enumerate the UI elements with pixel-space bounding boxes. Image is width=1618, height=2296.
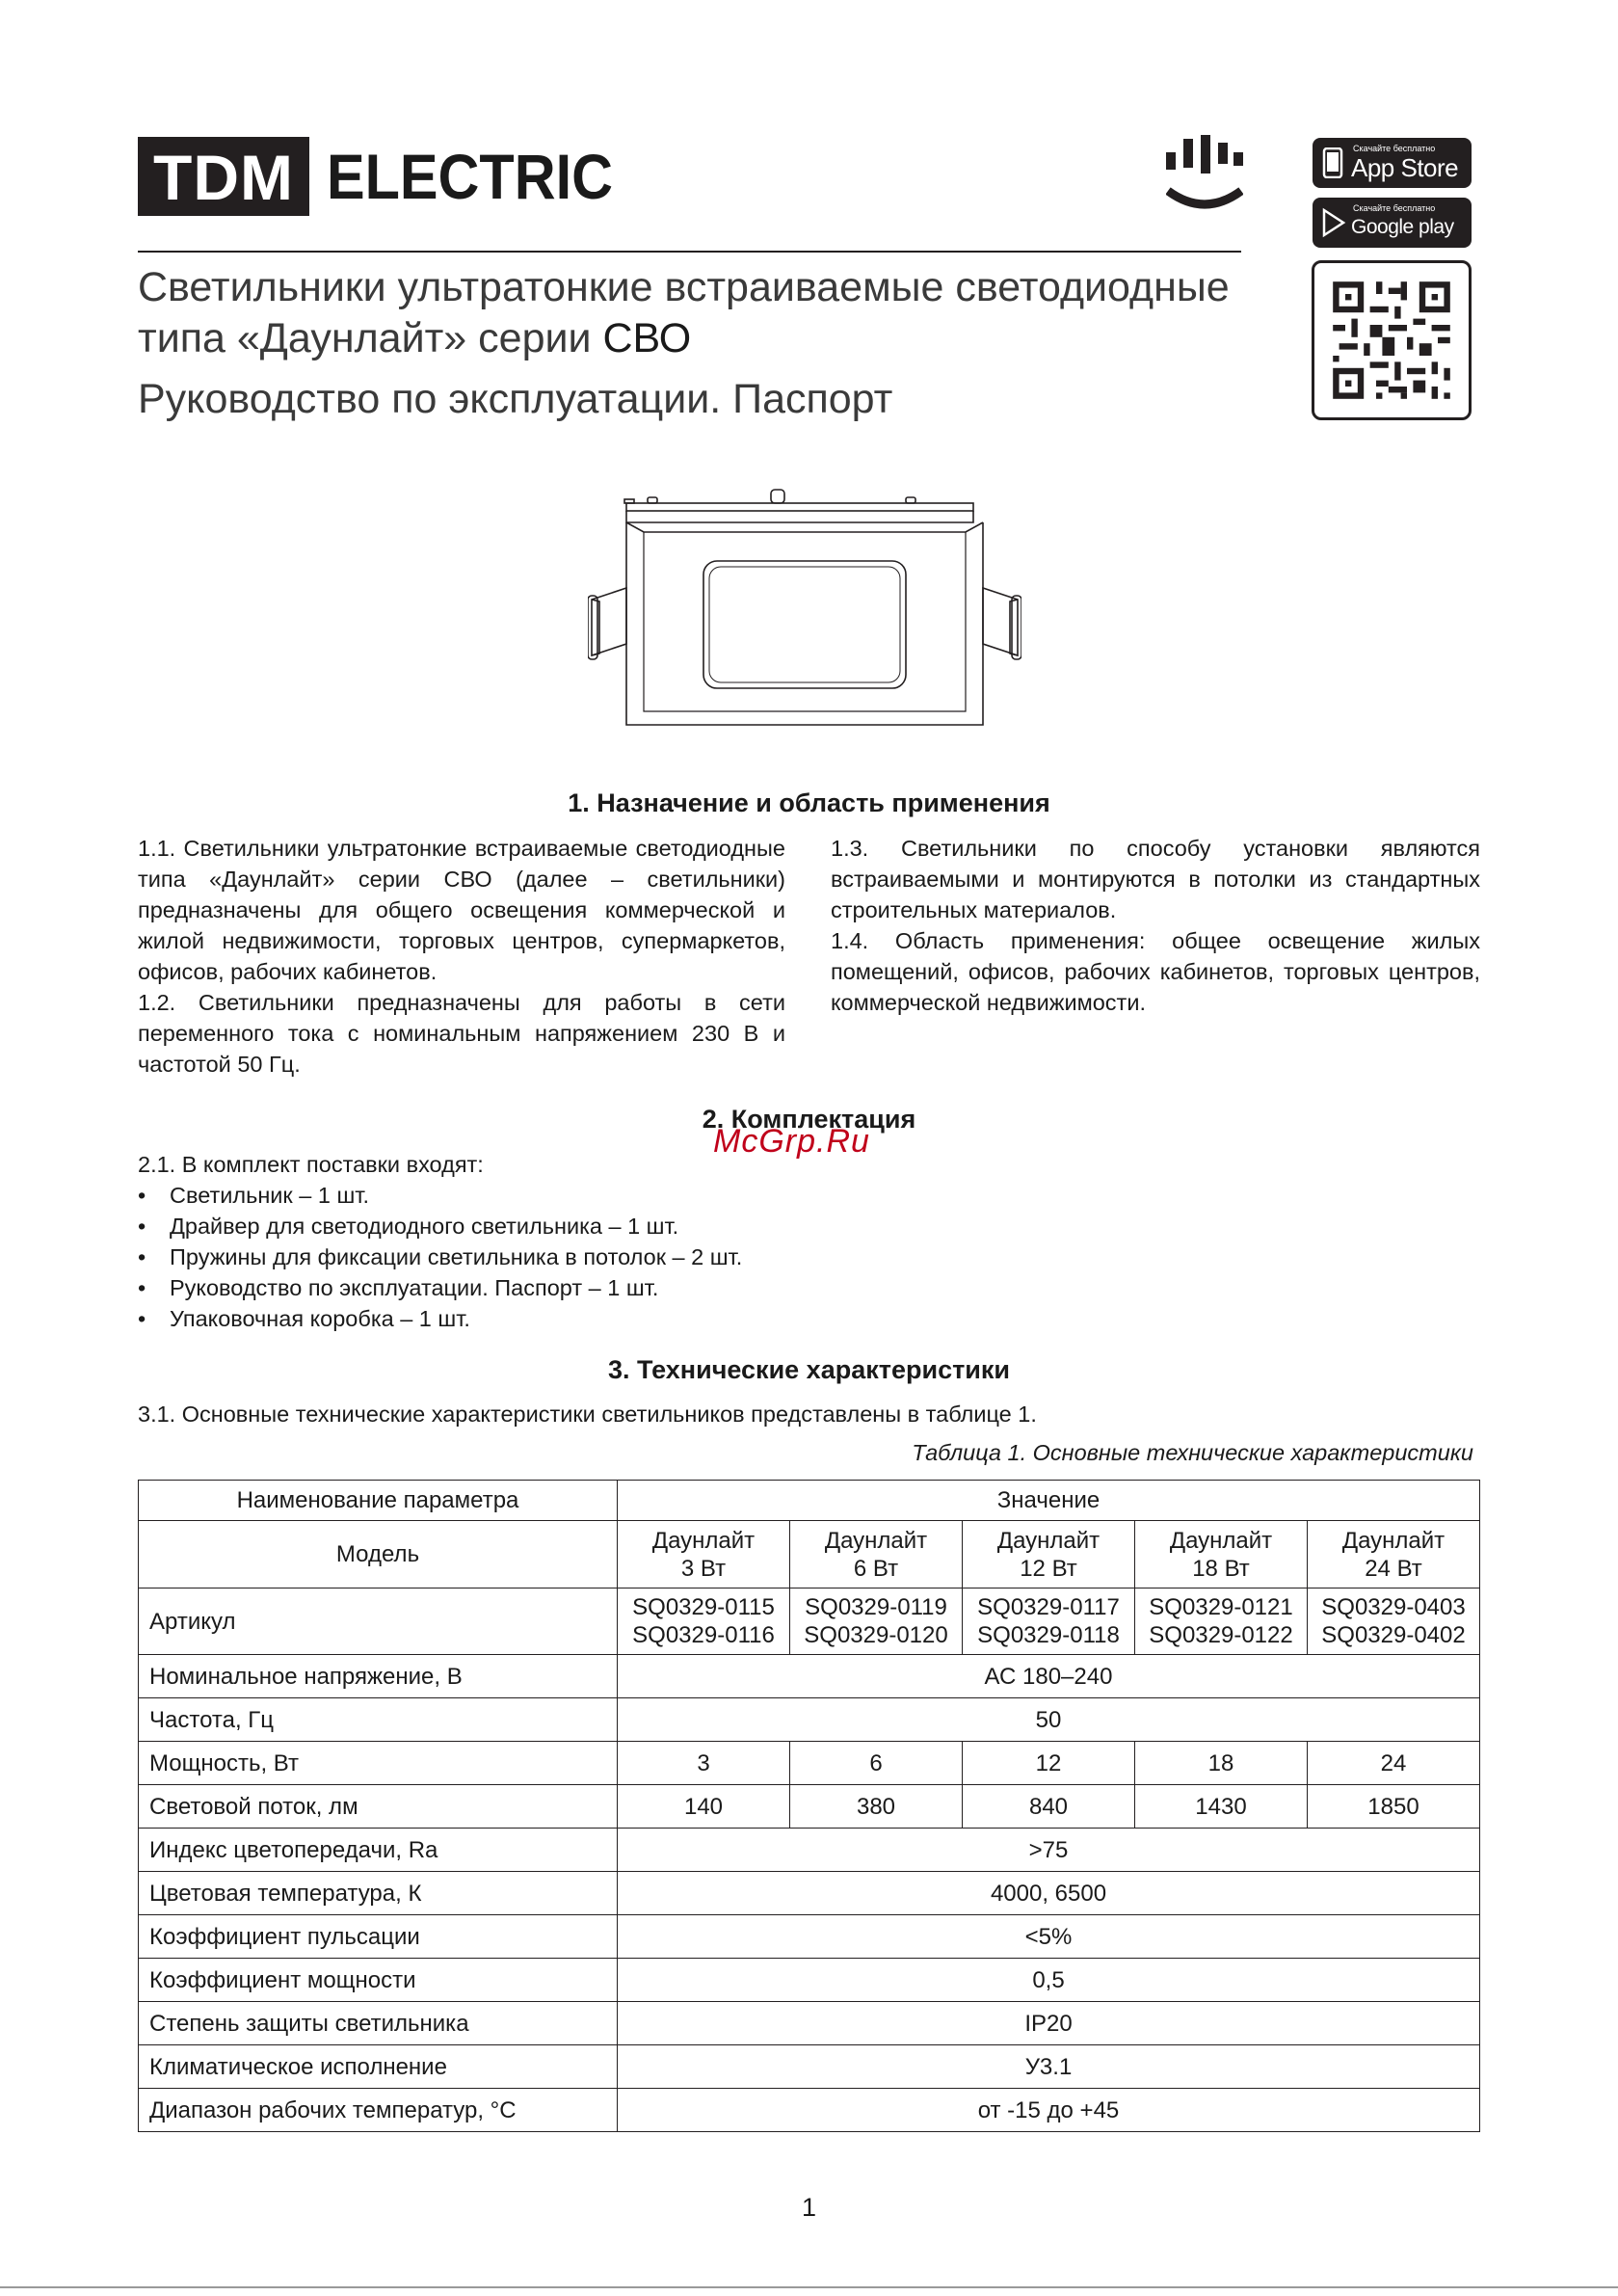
table-row bbox=[139, 1698, 1480, 1742]
qr-code-icon bbox=[1314, 263, 1469, 417]
watermark: McGrp.Ru bbox=[713, 1123, 870, 1160]
table-cell: Коэффициент мощности bbox=[139, 1959, 618, 2002]
table-cell: Световой поток, лм bbox=[139, 1785, 618, 1829]
table-row bbox=[139, 1655, 1480, 1698]
article-code: SQ0329-0115 bbox=[632, 1594, 775, 1620]
table-cell: 6 bbox=[790, 1742, 963, 1785]
specifications-table bbox=[138, 1480, 1480, 2132]
table-cell: 840 bbox=[963, 1785, 1135, 1829]
article-code: SQ0329-0116 bbox=[632, 1622, 775, 1648]
google-play-small: Скачайте бесплатно bbox=[1353, 203, 1436, 213]
table-row bbox=[139, 1959, 1480, 2002]
model-power: 6 Вт bbox=[853, 1555, 899, 1582]
table-cell: Модель bbox=[139, 1521, 618, 1589]
table-cell bbox=[963, 1589, 1135, 1655]
section-3-heading: 3. Технические характеристики bbox=[607, 1355, 1011, 1384]
table-cell: 12 bbox=[963, 1742, 1135, 1785]
table-cell: Диапазон рабочих температур, °С bbox=[139, 2089, 618, 2132]
model-name: Даунлайт bbox=[824, 1527, 928, 1554]
google-play-label: Google play bbox=[1351, 216, 1454, 238]
table-cell bbox=[790, 1521, 963, 1589]
model-name: Даунлайт bbox=[651, 1527, 756, 1554]
model-name: Даунлайт bbox=[1341, 1527, 1446, 1554]
table-cell: Степень защиты светильника bbox=[139, 2002, 618, 2045]
list-item: • Драйвер для светодиодного светильника – 1 шт. bbox=[138, 1211, 1005, 1241]
article-code: SQ0329-0402 bbox=[1321, 1622, 1466, 1648]
table-cell: 140 bbox=[618, 1785, 790, 1829]
page-number: 1 bbox=[801, 2193, 817, 2222]
table-cell: 4000, 6500 bbox=[618, 1872, 1480, 1915]
phone-icon bbox=[1321, 147, 1346, 178]
table-cell: АС 180–240 bbox=[618, 1655, 1480, 1698]
article-code: SQ0329-0122 bbox=[1149, 1622, 1293, 1648]
list-item: • Пружины для фиксации светильника в потолок – 2 шт. bbox=[138, 1241, 1005, 1272]
paragraph-1-2: 1.2. Светильники предназначены для работы в сети переменного тока с номинальным напряжением 230 В и частотой 50 Гц. bbox=[138, 990, 785, 1077]
article-code: SQ0329-0117 bbox=[977, 1594, 1120, 1620]
article-code: SQ0329-0119 bbox=[805, 1594, 947, 1620]
table-cell: <5% bbox=[618, 1915, 1480, 1959]
table-row bbox=[139, 1589, 1480, 1655]
table-cell: Артикул bbox=[139, 1589, 618, 1655]
section-2-heading: 2. Комплектация bbox=[702, 1105, 916, 1134]
table-cell: 1850 bbox=[1308, 1785, 1480, 1829]
table-header-cell: Наименование параметра bbox=[139, 1481, 618, 1521]
bottom-divider bbox=[0, 2286, 1618, 2288]
list-item: • Упаковочная коробка – 1 шт. bbox=[138, 1303, 1005, 1334]
logo-box: TDM bbox=[138, 137, 309, 216]
table-row bbox=[139, 1742, 1480, 1785]
title-line-2-prefix: типа «Даунлайт» серии bbox=[138, 315, 603, 361]
app-store-button[interactable] bbox=[1313, 138, 1472, 188]
kit-block bbox=[138, 1149, 1005, 1334]
table-cell: Частота, Гц bbox=[139, 1698, 618, 1742]
paragraph-3-1: 3.1. Основные технические характеристики светильников представлены в таблице 1. bbox=[138, 1402, 1037, 1427]
table-cell: 24 bbox=[1308, 1742, 1480, 1785]
table-cell: 380 bbox=[790, 1785, 963, 1829]
list-item: • Светильник – 1 шт. bbox=[138, 1180, 1005, 1211]
table-cell: Номинальное напряжение, В bbox=[139, 1655, 618, 1698]
model-name: Даунлайт bbox=[1169, 1527, 1273, 1554]
table-cell bbox=[1135, 1589, 1308, 1655]
table-cell bbox=[1308, 1589, 1480, 1655]
model-power: 12 Вт bbox=[1020, 1555, 1077, 1582]
table-row bbox=[139, 1481, 1480, 1521]
table-row bbox=[139, 2089, 1480, 2132]
play-icon bbox=[1321, 207, 1346, 238]
title-line-2 bbox=[138, 313, 1230, 364]
article-code: SQ0329-0120 bbox=[804, 1622, 948, 1648]
document-title bbox=[138, 262, 1230, 364]
header-divider bbox=[138, 251, 1241, 253]
table-cell: 50 bbox=[618, 1698, 1480, 1742]
model-power: 24 Вт bbox=[1365, 1555, 1422, 1582]
table-cell: Мощность, Вт bbox=[139, 1742, 618, 1785]
table-row bbox=[139, 1872, 1480, 1915]
table-cell: >75 bbox=[618, 1829, 1480, 1872]
series-name: СВО bbox=[602, 315, 692, 361]
table-row bbox=[139, 1915, 1480, 1959]
google-play-button[interactable] bbox=[1313, 198, 1472, 248]
logo-word: ELECTRIC bbox=[326, 141, 613, 212]
paragraph-1-1: 1.1. Светильники ультратонкие встраиваемые светодиодные типа «Даунлайт» серии СВО (далее – светильники) предназначены для общего освещения коммерческой и жилой недвижимости, торговых центров, супермаркетов, офисов, рабочих кабинетов. bbox=[138, 836, 785, 984]
table-caption: Таблица 1. Основные технические характеристики bbox=[912, 1440, 1473, 1465]
paragraph-1-3: 1.3. Светильники по способу установки являются встраиваемыми и монтируются в потолки из стандартных строительных материалов. bbox=[831, 836, 1480, 922]
section-1-right-column bbox=[831, 833, 1480, 1018]
list-item: • Руководство по эксплуатации. Паспорт – 1 шт. bbox=[138, 1272, 1005, 1303]
app-store-small: Скачайте бесплатно bbox=[1353, 144, 1436, 153]
table-row bbox=[139, 2002, 1480, 2045]
table-cell: Климатическое исполнение bbox=[139, 2045, 618, 2089]
table-cell: Цветовая температура, К bbox=[139, 1872, 618, 1915]
table-row bbox=[139, 1829, 1480, 1872]
table-cell bbox=[1135, 1521, 1308, 1589]
article-code: SQ0329-0121 bbox=[1149, 1594, 1293, 1620]
kit-list bbox=[138, 1180, 1005, 1334]
table-cell: 1430 bbox=[1135, 1785, 1308, 1829]
table-cell bbox=[963, 1521, 1135, 1589]
table-cell: 18 bbox=[1135, 1742, 1308, 1785]
qr-code[interactable] bbox=[1312, 260, 1472, 420]
table-cell: У3.1 bbox=[618, 2045, 1480, 2089]
section-1-left-column bbox=[138, 833, 785, 1080]
table-cell: от -15 до +45 bbox=[618, 2089, 1480, 2132]
table-cell bbox=[1308, 1521, 1480, 1589]
title-line-1: Светильники ультратонкие встраиваемые светодиодные bbox=[138, 264, 1230, 310]
model-power: 18 Вт bbox=[1192, 1555, 1250, 1582]
table-cell bbox=[790, 1589, 963, 1655]
table-cell: 3 bbox=[618, 1742, 790, 1785]
table-cell: 0,5 bbox=[618, 1959, 1480, 2002]
model-power: 3 Вт bbox=[680, 1555, 727, 1582]
document-subtitle: Руководство по эксплуатации. Паспорт bbox=[138, 376, 893, 422]
table-cell: IP20 bbox=[618, 2002, 1480, 2045]
kit-intro: 2.1. В комплект поставки входят: bbox=[138, 1152, 484, 1177]
model-name: Даунлайт bbox=[996, 1527, 1101, 1554]
tdm-smile-icon bbox=[1166, 135, 1243, 222]
brand-logo bbox=[138, 137, 645, 216]
table-row bbox=[139, 1785, 1480, 1829]
article-code: SQ0329-0118 bbox=[977, 1622, 1120, 1648]
table-cell bbox=[618, 1521, 790, 1589]
downlight-illustration bbox=[588, 472, 1021, 733]
table-header-cell: Значение bbox=[618, 1481, 1480, 1521]
section-1-heading: 1. Назначение и область применения bbox=[568, 788, 1050, 817]
article-code: SQ0329-0403 bbox=[1321, 1594, 1466, 1620]
table-row bbox=[139, 2045, 1480, 2089]
paragraph-1-4: 1.4. Область применения: общее освещение жилых помещений, офисов, рабочих кабинетов, торговых центров, коммерческой недвижимости. bbox=[831, 928, 1480, 1015]
table-cell bbox=[618, 1589, 790, 1655]
table-cell: Коэффициент пульсации bbox=[139, 1915, 618, 1959]
table-row bbox=[139, 1521, 1480, 1589]
app-store-label: App Store bbox=[1351, 153, 1459, 182]
table-cell: Индекс цветопередачи, Ra bbox=[139, 1829, 618, 1872]
